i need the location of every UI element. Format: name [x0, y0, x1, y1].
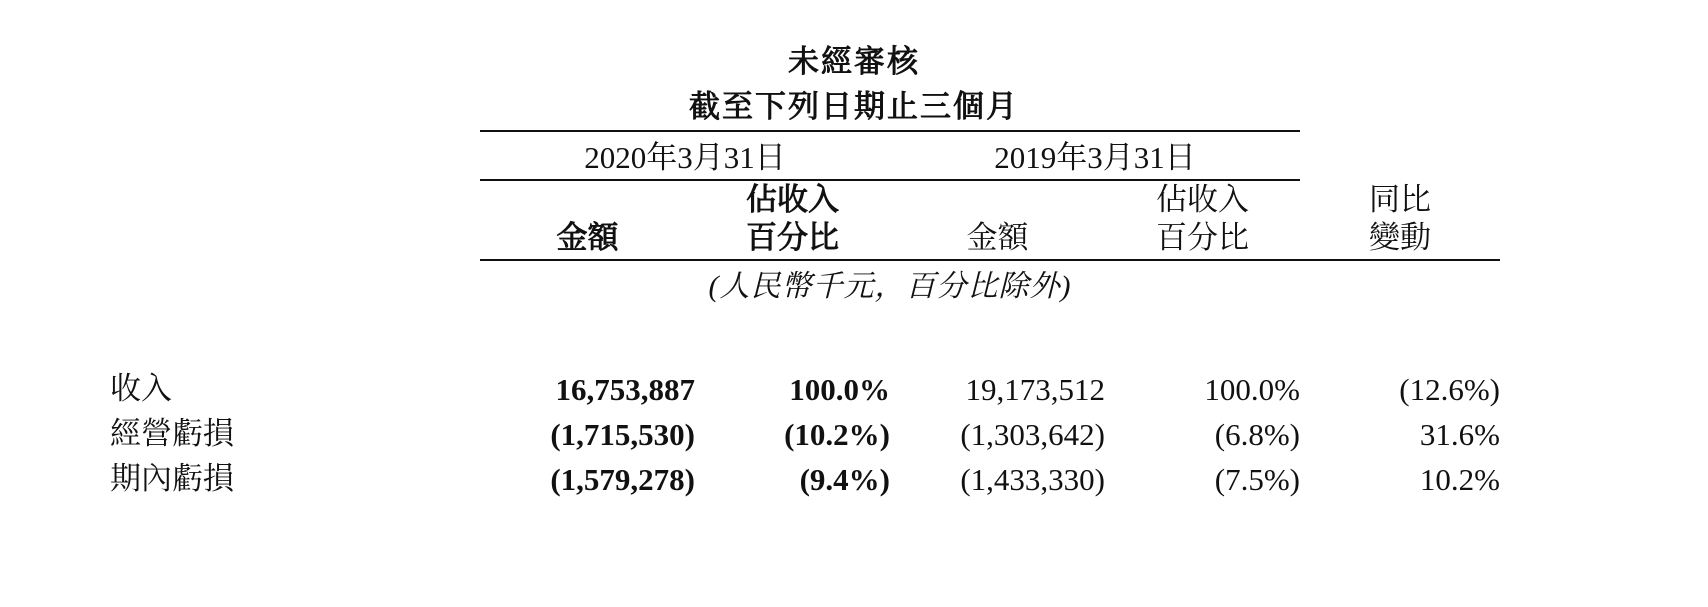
cell-pct-2019-operating-loss: (6.8%) — [1214, 417, 1300, 452]
row-label-revenue: 收入 — [110, 371, 172, 406]
cell-pct-2019-revenue: 100.0% — [1204, 372, 1300, 407]
spacer-cell — [480, 305, 695, 363]
period-header-row — [110, 131, 1500, 177]
units-note: (人民幣千元，百分比除外) — [708, 270, 1072, 303]
subheader-blank — [110, 180, 480, 257]
subheader-yoy-line1: 同比 — [1369, 182, 1431, 217]
table-row — [110, 453, 1500, 498]
cell-amount-2019-revenue: 19,173,512 — [965, 372, 1105, 407]
spacer-cell — [695, 305, 890, 363]
cell-yoy-operating-loss: 31.6% — [1419, 417, 1500, 452]
table-row — [110, 363, 1500, 408]
cell-amount-2020-revenue: 16,753,887 — [555, 372, 695, 407]
cell-yoy-revenue: (12.6%) — [1399, 372, 1500, 407]
table-heading — [0, 40, 1708, 130]
cell-yoy-period-loss: 10.2% — [1419, 462, 1500, 497]
subheader-amount-2020-label: 金額 — [556, 220, 619, 255]
subheader-amount-2019-label: 金額 — [966, 220, 1029, 255]
period-header-blank — [110, 131, 480, 177]
subheader-pct-2019-line2: 百分比 — [1156, 220, 1249, 255]
units-note-row — [110, 260, 1500, 305]
cell-amount-2020-operating-loss: (1,715,530) — [550, 417, 695, 452]
cell-pct-2019-period-loss: (7.5%) — [1214, 462, 1300, 497]
period-header-blank-right — [1300, 131, 1500, 177]
cell-pct-2020-operating-loss: (10.2%) — [784, 417, 890, 452]
period-header-2019: 2019年3月31日 — [994, 140, 1196, 175]
cell-pct-2020-period-loss: (9.4%) — [799, 462, 890, 497]
heading-line-unaudited: 未經審核 — [788, 44, 920, 79]
heading-line-period: 截至下列日期止三個月 — [689, 89, 1019, 124]
cell-amount-2019-period-loss: (1,433,330) — [960, 462, 1105, 497]
financial-summary-table — [110, 128, 1500, 498]
row-label-period-loss: 期內虧損 — [110, 461, 234, 496]
subheader-pct-2019-line1: 佔收入 — [1156, 182, 1249, 217]
units-blank — [110, 260, 480, 305]
spacer-cell — [110, 305, 480, 363]
units-blank-right — [1300, 260, 1500, 305]
subheader-pct-2019 — [1105, 180, 1300, 257]
cell-amount-2019-operating-loss: (1,303,642) — [960, 417, 1105, 452]
subheader-pct-2020-line2: 百分比 — [746, 220, 839, 255]
cell-amount-2020-period-loss: (1,579,278) — [550, 462, 695, 497]
row-label-operating-loss: 經營虧損 — [110, 416, 234, 451]
spacer-cell — [1105, 305, 1300, 363]
spacer-cell — [890, 305, 1105, 363]
subheader-amount-2020 — [480, 180, 695, 257]
table-row — [110, 408, 1500, 453]
period-header-2020: 2020年3月31日 — [584, 140, 786, 175]
subheader-pct-2020-line1: 佔收入 — [746, 182, 839, 217]
column-subheader-row — [110, 180, 1500, 257]
subheader-yoy-line2: 變動 — [1369, 220, 1431, 255]
subheader-pct-2020 — [695, 180, 890, 257]
subheader-amount-2019 — [890, 180, 1105, 257]
spacer-cell — [1300, 305, 1500, 363]
table-body-spacer — [110, 305, 1500, 363]
subheader-yoy — [1300, 180, 1500, 257]
cell-pct-2020-revenue: 100.0% — [789, 372, 890, 407]
